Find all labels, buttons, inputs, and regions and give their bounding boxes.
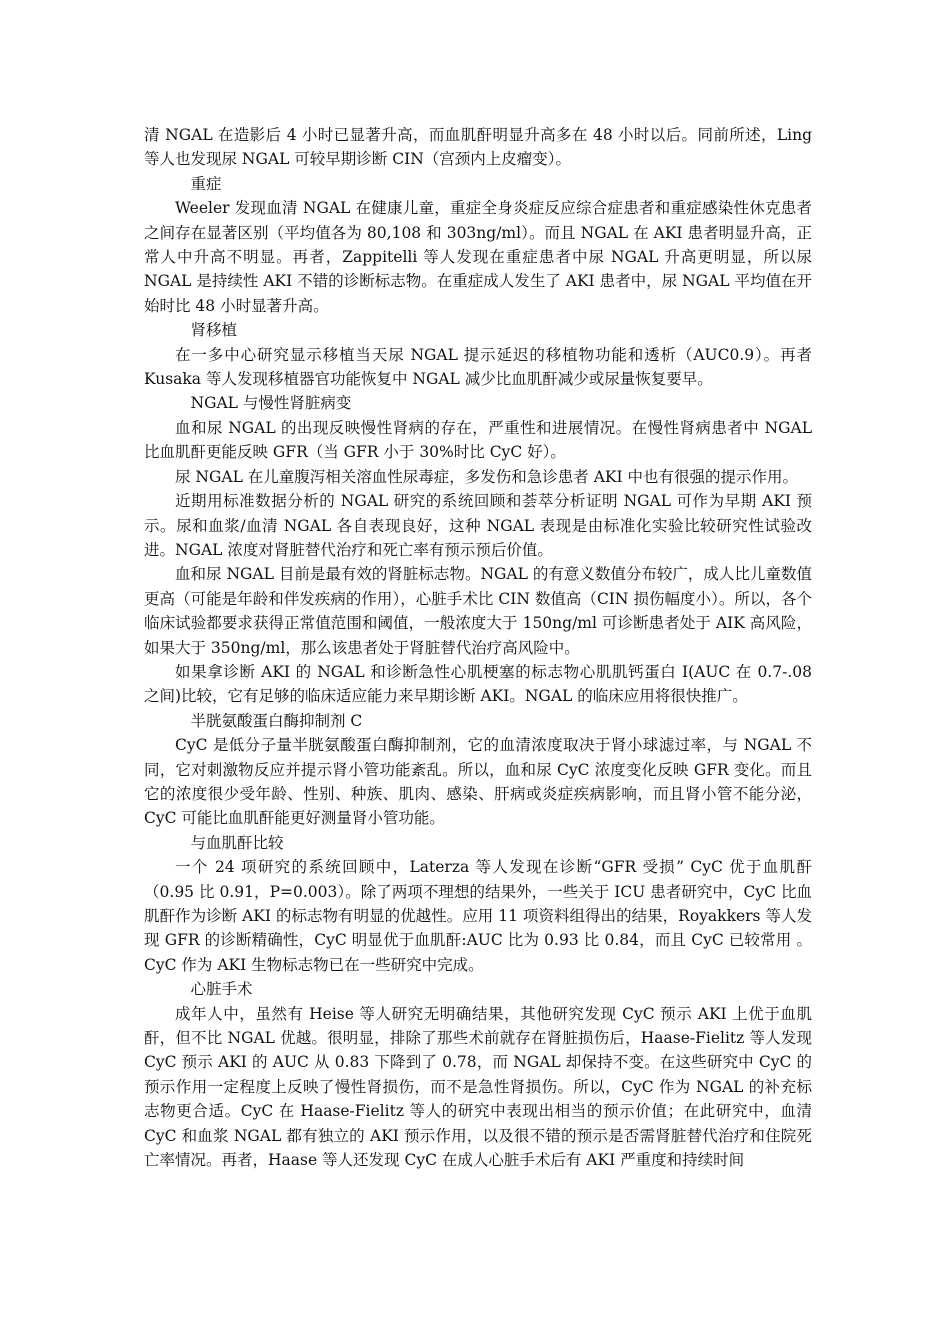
section-heading-ngal-ckd: NGAL 与慢性肾脏病变 [190, 394, 352, 413]
paragraph-urine-ngal-children: 尿 NGAL 在儿童腹泻相关溶血性尿毒症，多发伤和急诊患者 AKI 中也有很强的提示作用。 [175, 467, 799, 486]
section-heading-cystatin-c: 半胱氨酸蛋白酶抑制剂 C [190, 711, 363, 730]
paragraph-ngal-ckd: 血和尿 NGAL 的出现反映慢性肾病的存在，严重性和进展情况。在慢性肾病患者中 NGAL 比血肌酐更能反映 GFR（当 GFR 小于 30%时比 CyC 好）。 [144, 418, 812, 462]
paragraph-ngal-thresholds: 血和尿 NGAL 目前是最有效的肾脏标志物。NGAL 的有意义数值分布较广，成人比儿童数值更高（可能是年龄和伴发疾病的作用），心脏手术比 CIN 数值高（CIN 损伤幅度小）。所以，各个临床试验都要求获得正常值范围和阈值，一般浓度大于 150ng/ml 可诊断患者处于 AIK 高风险，如果大于 350ng/ml，那么该患者处于肾脏替代治疗高风险中。 [144, 565, 812, 657]
paragraph-cystatin-c: CyC 是低分子量半胱氨酸蛋白酶抑制剂，它的血清浓度取决于肾小球滤过率，与 NGAL 不同，它对刺激物反应并提示肾小管功能紊乱。所以，血和尿 CyC 浓度变化反映 GFR 变化。而且它的浓度很少受年龄、性别、种族、肌肉、感染、肝病或炎症疾病影响，而且肾小管不能分泌，CyC 可能比血肌酐能更好测量肾小管功能。 [144, 736, 812, 828]
paragraph-ngal-troponin: 如果拿诊断 AKI 的 NGAL 和诊断急性心肌梗塞的标志物心肌肌钙蛋白 I(AUC 在 0.7-.08 之间)比较，它有足够的临床适应能力来早期诊断 AKI。NGAL 的临床应用将很快推广。 [144, 662, 812, 706]
paragraph-cardiac-surgery: 成年人中，虽然有 Heise 等人研究无明确结果，其他研究发现 CyC 预示 AKI 上优于血肌酐，但不比 NGAL 优越。很明显，排除了那些术前就存在肾脏损伤后，Haase-Fielitz 等人发现 CyC 预示 AKI 的 AUC 从 0.83 下降到了 0.78，而 NGAL 却保持不变。在这些研究中 CyC 的预示作用一定程度上反映了慢性肾损伤，而不是急性肾损伤。所以，CyC 作为 NGAL 的补充标志物更合适。CyC 在 Haase-Fielitz 等人的研究中表现出相当的预示价值；在此研究中，血清 CyC 和血浆 NGAL 都有独立的 AKI 预示作用，以及很不错的预示是否需肾脏替代治疗和住院死亡率情况。再者，Haase 等人还发现 CyC 在成人心脏手术后有 AKI 严重度和持续时间 [144, 1004, 812, 1170]
section-heading-critical-illness: 重症 [190, 174, 222, 193]
section-heading-kidney-transplant: 肾移植 [190, 321, 238, 340]
document-body [144, 123, 812, 1172]
paragraph-critical-illness: Weeler 发现血清 NGAL 在健康儿童，重症全身炎症反应综合症患者和重症感染性休克患者之间存在显著区别（平均值各为 80,108 和 303ng/ml）。而且 NGAL 在 AKI 患者明显升高，正常人中升高不明显。再者，Zappitelli 等人发现在重症患者中尿 NGAL 升高更明显，所以尿 NGAL 是持续性 AKI 不错的诊断标志物。在重症成人发生了 AKI 患者中，尿 NGAL 平均值在开始时比 48 小时显著升高。 [144, 199, 812, 315]
paragraph-vs-creatinine: 一个 24 项研究的系统回顾中，Laterza 等人发现在诊断“GFR 受损” CyC 优于血肌酐（0.95 比 0.91，P=0.003）。除了两项不理想的结果外，一些关于 ICU 患者研究中，CyC 比血肌酐作为诊断 AKI 的标志物有明显的优越性。应用 11 项资料组得出的结果，Royakkers 等人发现 GFR 的诊断精确性，CyC 明显优于血肌酐:AUC 比为 0.93 比 0.84，而且 CyC 已较常用 。CyC 作为 AKI 生物标志物已在一些研究中完成。 [144, 858, 812, 974]
paragraph-kidney-transplant: 在一多中心研究显示移植当天尿 NGAL 提示延迟的移植物功能和透析（AUC0.9）。再者 Kusaka 等人发现移植器官功能恢复中 NGAL 减少比血肌酐减少或尿量恢复要早。 [144, 345, 812, 389]
paragraph-meta-analysis: 近期用标准数据分析的 NGAL 研究的系统回顾和荟萃分析证明 NGAL 可作为早期 AKI 预示。尿和血浆/血清 NGAL 各自表现良好，这种 NGAL 表现是由标准化实验比较研究性试验改进。NGAL 浓度对肾脏替代治疗和死亡率有预示预后价值。 [144, 492, 812, 559]
paragraph-contrast-ngal: 清 NGAL 在造影后 4 小时已显著升高，而血肌酐明显升高多在 48 小时以后。同前所述，Ling 等人也发现尿 NGAL 可较早期诊断 CIN（宫颈内上皮瘤变）。 [144, 126, 812, 169]
section-heading-cardiac-surgery: 心脏手术 [190, 980, 253, 999]
section-heading-vs-creatinine: 与血肌酐比较 [190, 833, 284, 852]
